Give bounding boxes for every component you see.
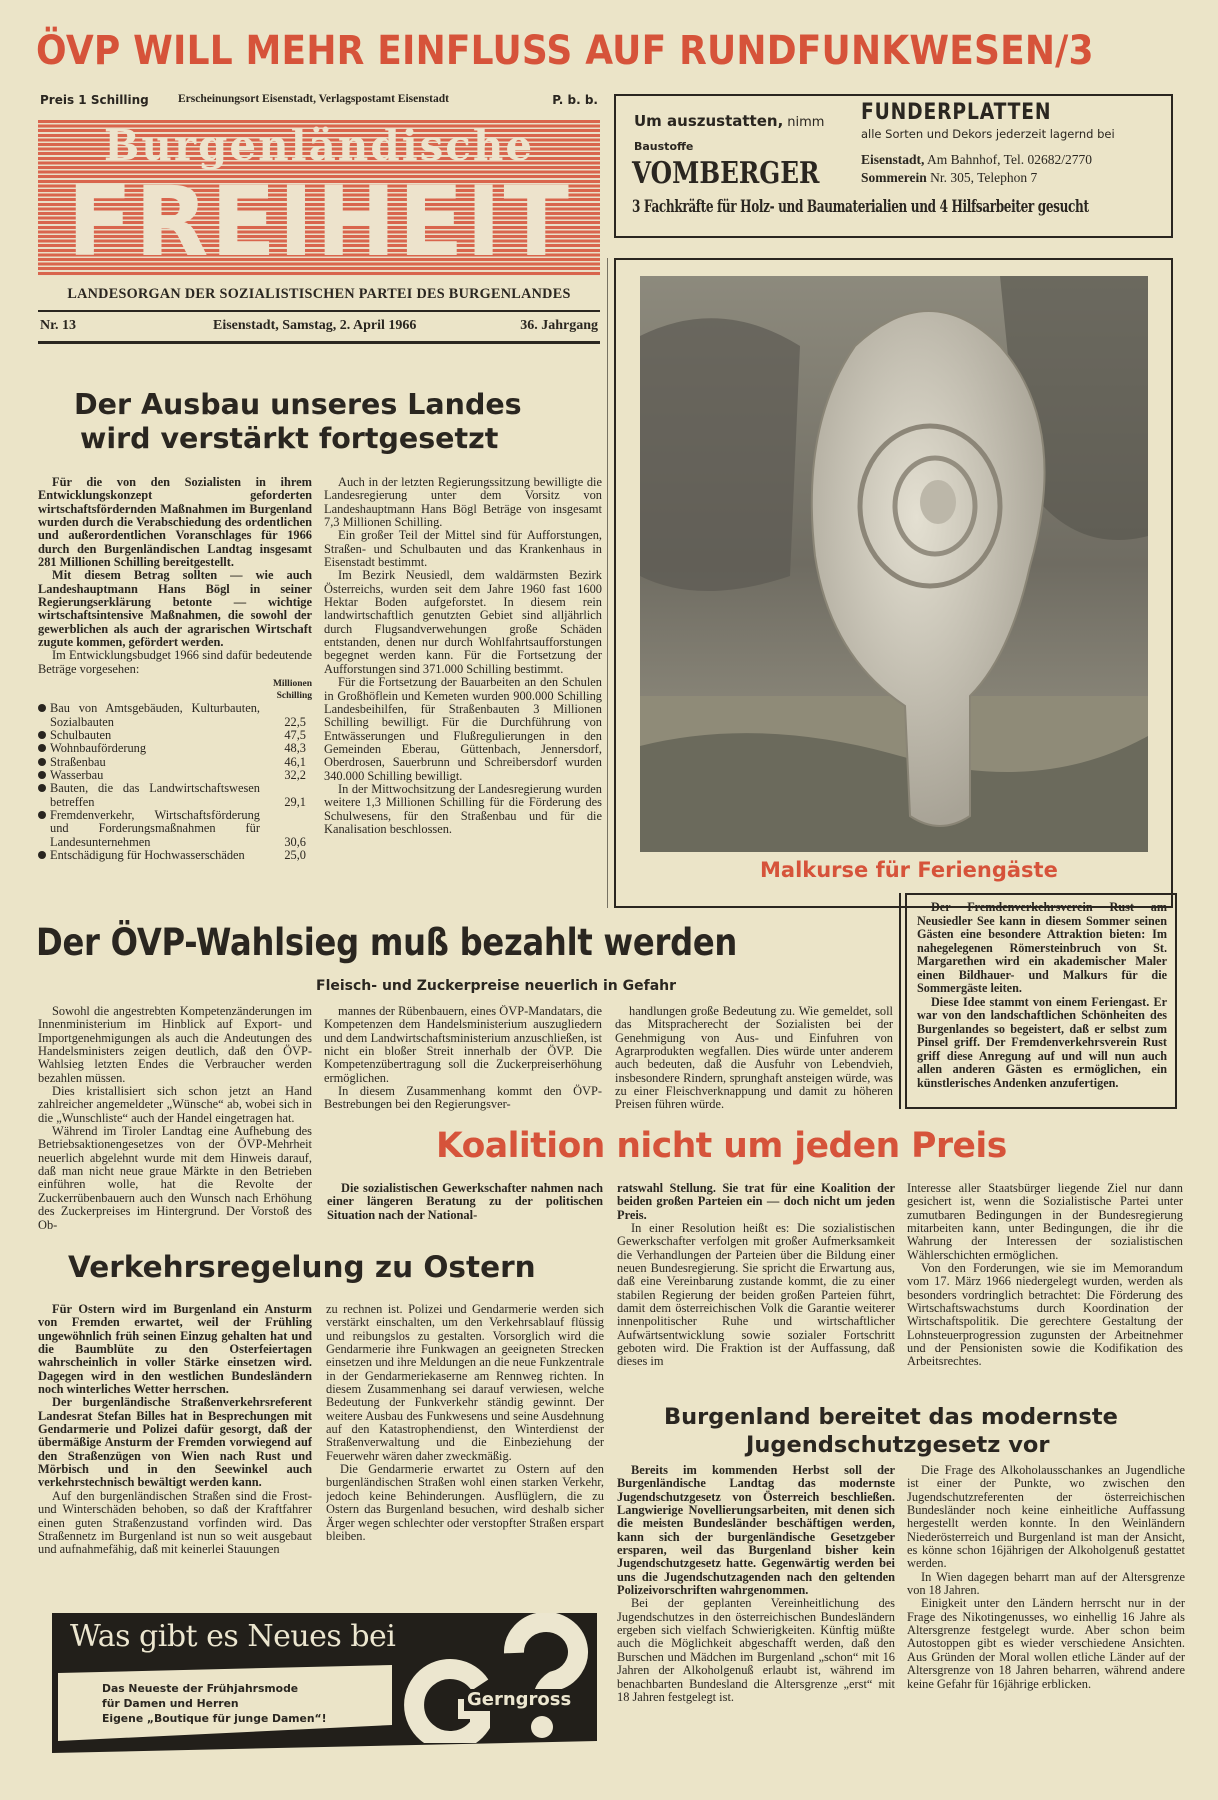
bullet-icon (38, 758, 46, 766)
sculpture-photo (640, 276, 1148, 852)
paragraph: In einer Resolution heißt es: Die sozialistischen Gewerkschafter verfolgen mit großer Aufmerksamkeit die Verhandlungen der Parteien über die Bildung einer neuen Bundesregierung. Sie spricht die Erwartung aus, daß eine Vereinbarung zustande kommt, die zu einer stabilen Regierung der beiden großen Parteien führt, damit dem österreichischen Volk die Garantie weiterer innenpolitischer Ruhe und wirtschaftlicher Aufwärtsentwicklung sowie sozialer Fortschritt geboten wird. Die Fraktion ist der Auffassung, daß dieses im (617, 1221, 895, 1369)
ad-address1 (861, 152, 1092, 168)
budget-unit-1: Millionen (272, 679, 312, 690)
issue-number: Nr. 13 (40, 318, 77, 333)
paragraph: Für Ostern wird im Burgenland ein Ansturm von Fremden erwartet, weil der Frühling ungewöhnlich früh seinen Einzug gehalten hat und die Baumblüte zu den Osterfeiertagen wahrscheinlich in voller Stärke einsetzen wird. Dagegen wird in den westlichen Bundesländern noch winterliches Wetter herrschen. (38, 1303, 312, 1397)
budget-table (38, 702, 312, 862)
photo-caption: Malkurse für Feriengäste (760, 858, 1058, 882)
budget-item: Wasserbau (50, 767, 104, 782)
koalition-headline: Koalition nicht um jeden Preis (436, 1126, 1007, 1166)
ausbau-column-1 (38, 476, 312, 908)
budget-row (38, 809, 312, 849)
column-divider (607, 258, 608, 908)
ausbau-lead (38, 476, 312, 649)
verkehr-lead (38, 1303, 312, 1490)
price: Preis 1 Schilling (40, 93, 149, 107)
masthead-logo (38, 120, 600, 276)
paragraph: In diesem Zusammenhang kommt den ÖVP-Bestrebungen bei den Regierungsver- (324, 1084, 602, 1112)
budget-value: 47,5 (284, 727, 306, 742)
paragraph: Mit diesem Betrag sollten — wie auch Landeshauptmann Hans Bögl in seiner Regierungserklärung betonte — wichtige wirtschaftsintensive Maßnahmen, die sowohl der gewerblichen als auch der agrarischen Wirtschaft zugute kommen, gefördert werden. (38, 568, 312, 650)
paragraph: Von den Forderungen, wie sie im Memorandum vom 17. März 1966 niedergelegt wurden, werden als besonders vordringlich betrachtet: Die Förderung des Wirtschaftswachstums durch Koordination der Wirtschaftspolitik. Die gerechtere Gestaltung der Lohnsteuerprogression zugunsten der Arbeitnehmer und der Pensionisten sowie die Kodifikation des Arbeitsrechtes. (907, 1261, 1183, 1369)
budget-value: 29,1 (284, 794, 306, 809)
ad-line-2: für Damen und Herren (102, 1697, 239, 1710)
jugend-body (617, 1597, 895, 1704)
budget-row (38, 769, 312, 782)
paragraph: handlungen große Bedeutung zu. Wie gemeldet, soll das Mitspracherecht der Sozialisten bei der Genehmigung von Aus- und Einfuhren von Agrarprodukten wegfallen. Dies würde unter anderem auch bedeuten, daß die Ausfuhr von Lebendvieh, insbesondere Rindern, sprunghaft ansteigen würde, was zu einer Fleischverknappung und damit zu höheren Preisen führen würde. (615, 1005, 893, 1112)
ad-address1-city: Eisenstadt, (861, 152, 925, 167)
budget-item: Schulbauten (50, 727, 112, 742)
paragraph: Einigkeit unter den Ländern herrscht nur in der Frage des Nikotingenusses, wo einhellig 16 Jahre als Altersgrenze festgelegt wurde. Aber schon beim Autostoppen gibt es wieder verschiedene Ansichten. Aus Gründen der Moral wollen etliche Länder auf der Altersgrenze von 18 Jahren beharren, während andere keine Gefahr für 16jährige erblicken. (907, 1596, 1185, 1691)
budget-row (38, 729, 312, 742)
ad-lead-bold: Um auszustatten, (634, 112, 784, 130)
budget-item: Wohnbauförderung (50, 741, 147, 756)
photo-frame (614, 258, 1173, 908)
ad-gerngross-text (102, 1681, 327, 1726)
paragraph: Der burgenländische Straßenverkehrsreferent Landesrat Stefan Billes hat in Besprechungen mit Gendarmerie und Polizei dafür gesorgt, daß der übermäßige Ansturm der Fremden vorwiegend auf den Straßenzügen von Wien nach Rust und Mörbisch und in den Seewinkel auch verkehrstechnisch bewältigt werden kann. (38, 1395, 312, 1490)
ad-line-3: Eigene „Boutique für junge Damen“! (102, 1712, 327, 1725)
koalition-column-1 (327, 1182, 603, 1224)
paragraph: Dies kristallisiert sich schon jetzt an Hand zahlreicher angemeldeter „Wünsche“ ab, wobei sich in die „Wunschliste“ auch der Handel eingetragen hat. (38, 1084, 312, 1125)
koalition-lead (617, 1182, 895, 1222)
ad-product: FUNDERPLATTEN (861, 100, 1052, 125)
volume: 36. Jahrgang (520, 318, 598, 333)
bullet-icon (38, 744, 46, 752)
gerngross-logo-icon (402, 1613, 597, 1743)
ad-lead (634, 112, 824, 131)
koalition-column-3 (907, 1182, 1183, 1392)
paragraph: Diese Idee stammt von einem Feriengast. Er war von den landschaftlichen Schönheiten des Burgenlandes so begeistert, daß er selbst zum Pinsel griff. Der Fremdenverkehrsverein Rust griff diese Anregung auf und will nun auch allen anderen Gästen es ermöglichen, ein künstlerisches Andenken anzufertigen. (917, 994, 1167, 1090)
budget-row (38, 702, 312, 729)
ad-gerngross (52, 1613, 597, 1753)
paragraph: Während im Tiroler Landtag eine Aufhebung des Betriebsaktionengesetzes von der ÖVP-Mehrheit neuerlich abgelehnt wurde mit dem Hinweis darauf, daß man nicht neue graue Märkte in den Betrieben einführen wolle, hat die Revolte der Zuckerrübenbauern auch den Wunsch nach Erhöhung des Zuckerpreises im Hintergrund. Der Vorstoß des Ob- (38, 1124, 312, 1231)
column-divider (899, 893, 901, 1109)
budget-value: 48,3 (284, 741, 306, 756)
masthead-line2: FREIHEIT (67, 166, 571, 276)
paragraph: Die Gendarmerie erwartet zu Ostern auf den burgenländischen Straßen wohl einen starken Verkehr, jedoch keine Behinderungen. Ausflüglern, die zu Ostern das Burgenland besuchen, wird deshalb sicher Ärger wegen schlechter oder verstopfter Straßen erspart bleiben. (326, 1462, 604, 1543)
paragraph: Ein großer Teil der Mittel sind für Aufforstungen, Straßen- und Schulbauten und das Krankenhaus in Eisenstadt bestimmt. (324, 528, 602, 570)
ausbau-headline-1: Der Ausbau unseres Landes (74, 388, 522, 421)
ad-address2-city: Sommerein (861, 170, 927, 185)
divider (38, 310, 600, 312)
paragraph: Interesse aller Staatsbürger liegende Ziel nur dann gesichert ist, wenn die Sozialistische Partei unter zumutbaren Bedingungen in der Bundesregierung mitarbeiten kann, unter Bedingungen, die ihr die Wahrung der Interessen der sozialistischen Wählerschichten ermöglichen. (907, 1182, 1183, 1262)
budget-row (38, 849, 312, 862)
ausbau-headline-2: wird verstärkt fortgesetzt (80, 422, 499, 455)
rust-article-text (917, 901, 1167, 1105)
budget-value: 32,2 (284, 767, 306, 782)
budget-value: 30,6 (284, 834, 306, 849)
header-info-line (38, 93, 600, 111)
budget-item: Bauten, die das Landwirtschaftswesen betreffen (50, 781, 260, 809)
budget-row (38, 782, 312, 809)
bullet-icon (38, 771, 46, 779)
jugend-column-1 (617, 1464, 895, 1754)
ausbau-intro (38, 649, 312, 676)
budget-item: Entschädigung für Hochwasserschäden (50, 847, 245, 862)
budget-item: Fremdenverkehr, Wirtschaftsförderung und Forderungsmaßnahmen für Landesunternehmen (50, 807, 260, 849)
publication-place: Erscheinungsort Eisenstadt, Verlagspostamt Eisenstadt (178, 93, 449, 105)
jugend-lead (617, 1464, 895, 1597)
bullet-icon (38, 784, 46, 792)
postal-mark: P. b. b. (552, 93, 598, 107)
ad-company: VOMBERGER (632, 156, 820, 191)
verkehr-column-1 (38, 1303, 312, 1598)
paragraph: mannes der Rübenbauern, eines ÖVP-Mandatars, die Kompetenzen dem Handelsministerium auszugliedern und dem Landwirtschaftsministerium anzuschließen, ist nicht ein bloßer Streit innerhalb der ÖVP. Die Kompetenzübertragung soll die Zuckerpreiserhöhung ermöglichen. (324, 1005, 602, 1085)
budget-value: 22,5 (284, 714, 306, 729)
verkehr-column-2 (326, 1303, 604, 1598)
jugend-column-2 (907, 1464, 1185, 1754)
koalition-resolution (617, 1222, 895, 1369)
ad-address1-street: Am Bahnhof, Tel. 02682/2770 (927, 152, 1092, 167)
paragraph: Bereits im kommenden Herbst soll der Burgenländische Landtag das modernste Jugendschutzgesetz von Österreich beschließen. Langwierige Novellierungsarbeiten, mit denen sich die meisten Bundesländer beschäftigen werden, kann sich der burgenländische Gesetzgeber ersparen, weil das Burgenland bisher kein Jugendschutzgesetz hatte. Gegenwärtig werden bei uns die Jugendschutzagenden nach den geltenden Polizeivorschriften wahrgenommen. (617, 1464, 895, 1598)
oevp-column-1 (38, 1005, 312, 1231)
ad-jobs: 3 Fachkräfte für Holz- und Baumaterialien und 4 Hilfsarbeiter gesucht (632, 197, 1089, 217)
paragraph: Die sozialistischen Gewerkschafter nahmen nach einer längeren Beratung zu der politischen Situation nach der National- (327, 1182, 603, 1222)
paragraph: Für die Fortsetzung der Bauarbeiten an den Schulen in Großhöflein und Kemeten wurden 900.000 Schilling Landesbeihilfen, für Straßenbauten 3 Millionen Schilling bewilligt. Für die Durchführung von Entwässerungen und Flußregulierungen in den Gemeinden Eberau, Güttenbach, Jennersdorf, Oberdrosen, Sauerbrunn und Schreibersdorf wurden 340.000 Schilling bewilligt. (324, 675, 602, 783)
paragraph: zu rechnen ist. Polizei und Gendarmerie werden sich verstärkt einschalten, um den Verkehrsablauf flüssig und reibungslos zu gestalten. Vorsorglich wird die Gendarmerie ihre Funkwagen an geeigneten Strecken einsetzen und ihre Meldungen an die neue Funkzentrale in der Gendarmeriekaserne am Rennweg richten. In diesem Zusammenhang sei darauf verwiesen, welche Bedeutung der Funkverkehr ständig gewinnt. Der weitere Ausbau des Funkwesens und seine Ausdehnung auf den Katastrophendienst, den Winterdienst der Straßenverwaltung und die Einbeziehung der Feuerwehr wären daher zweckmäßig. (326, 1303, 604, 1463)
verkehr-headline: Verkehrsregelung zu Ostern (68, 1250, 536, 1284)
bullet-icon (38, 811, 46, 819)
bullet-icon (38, 704, 46, 712)
paragraph: Sowohl die angestrebten Kompetenzänderungen im Innenministerium im Hinblick auf Export- und Importgenehmigungen als auch die Andeutungen des Handelsministers zeigen deutlich, daß den ÖVP-Wahlsieg letzten Endes die Verbraucher werden bezahlen müssen. (38, 1005, 312, 1085)
ad-address2 (861, 170, 1037, 186)
budget-value: 25,0 (284, 847, 306, 862)
bullet-icon (38, 851, 46, 859)
ausbau-column-2 (324, 476, 602, 908)
paragraph: ratswahl Stellung. Sie trat für eine Koalition der beiden großen Parteien ein — doch nicht um jeden Preis. (617, 1182, 895, 1222)
budget-unit (38, 678, 312, 702)
jugend-headline-1: Burgenland bereitet das modernste (664, 1404, 1118, 1430)
bullet-icon (38, 731, 46, 739)
budget-unit-2: Schilling (276, 691, 312, 702)
ad-baustoffe: Baustoffe (634, 140, 694, 153)
divider (38, 341, 600, 344)
ad-line-1: Das Neueste der Frühjahrsmode (102, 1682, 299, 1695)
paragraph: In Wien dagegen beharrt man auf der Altersgrenze von 18 Jahren. (907, 1569, 1185, 1598)
paragraph: Die Frage des Alkoholausschankes an Jugendliche ist einer der Punkte, wo zwischen den Jugendschutzreferenten der österreichischen Bundesländer noch keine einheitliche Auffassung hergestellt werden konnte. In den Weinländern Niederösterreich und Burgenland ist man der Ansicht, es könne schon 16jährigen der Alkoholgenuß gestattet werden. (907, 1464, 1185, 1571)
oevp-subheadline: Fleisch- und Zuckerpreise neuerlich in Gefahr (316, 978, 677, 994)
oevp-headline: Der ÖVP-Wahlsieg muß bezahlt werden (36, 921, 738, 964)
gerngross-brand: Gerngross (464, 1689, 574, 1711)
ad-sorts: alle Sorten und Dekors jederzeit lagernd bei (861, 127, 1115, 141)
jugend-headline-2: Jugendschutzgesetz vor (746, 1432, 1050, 1458)
ad-vomberger (614, 94, 1173, 238)
budget-value: 46,1 (284, 754, 306, 769)
masthead-subtitle: LANDESORGAN DER SOZIALISTISCHEN PARTEI DES BURGENLANDES (67, 286, 571, 302)
oevp-column-2 (324, 1005, 602, 1115)
paragraph: Im Bezirk Neusiedl, dem waldärmsten Bezirk Österreichs, wurden seit dem Jahre 1960 fast 1600 Hektar Boden aufgeforstet. In diesem rein landwirtschaftlich genutzten Gebiet sind alljährlich durch Flugsandverwehungen große Schäden entstanden, denen nur durch Wohlfahrtsaufforstungen begegnet werden kann. Für die Fortsetzung der Aufforstungen sind 371.000 Schilling bestimmt. (324, 568, 602, 676)
budget-item: Straßenbau (50, 754, 106, 769)
issue-line (38, 318, 600, 336)
paragraph: Der Fremdenverkehrsverein Rust am Neusiedler See kann in diesem Sommer seinen Gästen eine besondere Attraktion bieten: Im nahegelegenen Römersteinbruch von St. Margarethen wird ein akademischer Maler einen Bildhauer- und Malkurs für die Sommergäste leiten. (917, 901, 1167, 995)
oevp-column-3 (615, 1005, 893, 1115)
verkehr-body (38, 1490, 312, 1557)
budget-row (38, 742, 312, 755)
ad-gerngross-headline: Was gibt es Neues bei (70, 1619, 396, 1654)
rust-article-box (905, 893, 1177, 1109)
top-headline: ÖVP WILL MEHR EINFLUSS AUF RUNDFUNKWESEN/3 (36, 28, 1094, 74)
paragraph: Auf den burgenländischen Straßen sind die Frost- und Winterschäden behoben, so daß der Kraftfahrer einen guten Straßenzustand vorfinden wird. Das Straßennetz im Burgenland ist nun so weit ausgebaut und aufnahmefähig, daß mit keinerlei Stauungen (38, 1488, 312, 1557)
ad-nimm: nimm (787, 115, 825, 130)
paragraph: In der Mittwochsitzung der Landesregierung wurden weitere 1,3 Millionen Schilling für die Förderung des Schulwesens, für den Straßenbau und für die Kanalisation beschlossen. (324, 781, 602, 836)
ad-address2-street: Nr. 305, Telephon 7 (930, 170, 1038, 185)
issue-date: Eisenstadt, Samstag, 2. April 1966 (213, 318, 417, 333)
koalition-column-2 (617, 1182, 895, 1390)
paragraph: Auch in der letzten Regierungssitzung bewilligte die Landesregierung unter dem Vorsitz von Landeshauptmann Hans Bögl Beträge von insgesamt 7,3 Millionen Schilling. (324, 476, 602, 530)
budget-row (38, 756, 312, 769)
budget-item: Bau von Amtsgebäuden, Kulturbauten, Sozialbauten (50, 701, 260, 729)
masthead-line1: Burgenländische (103, 121, 535, 170)
paragraph: Für die von den Sozialisten in ihrem Entwicklungskonzept geforderten wirtschaftsfördernden Maßnahmen im Burgenland wurden durch die Verabschiedung des ordentlichen und außerordentlichen Voranschlages für 1966 durch den Burgenländischen Landtag insgesamt 281 Millionen Schilling bereitgestellt. (38, 476, 312, 570)
paragraph: Im Entwicklungsbudget 1966 sind dafür bedeutende Beträge vorgesehen: (38, 648, 312, 676)
paragraph: Bei der geplanten Vereinheitlichung des Jugendschutzes in den österreichischen Bundesländern ergeben sich vielfach Schwierigkeiten. Künftig müßte auch die Möglichkeit abgeschafft werden, daß den Burschen und Mädchen im Burgenland „schon“ mit 16 Jahren der Alkoholgenuß erlaubt ist, während im benachbarten Bundesland die Altersgrenze „erst“ mit 18 Jahren festgelegt ist. (617, 1596, 895, 1704)
